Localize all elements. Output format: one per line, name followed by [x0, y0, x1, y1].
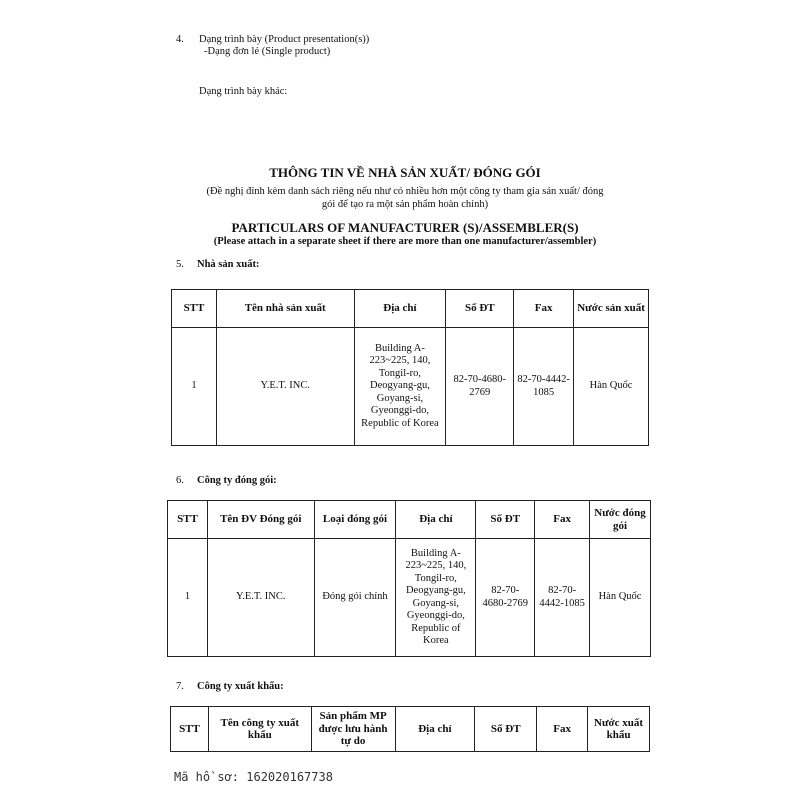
- section6-number: 6.: [176, 475, 184, 486]
- vn-note-line2: gói để tạo ra một sản phẩm hoàn chỉnh): [321, 199, 489, 210]
- section5-number: 5.: [176, 259, 184, 270]
- cell-name: Y.E.T. INC.: [207, 539, 314, 657]
- cell-fax: 82-70-4442-1085: [514, 328, 574, 446]
- table-row: [172, 328, 649, 446]
- header-country: Nước đóng gói: [590, 501, 651, 539]
- exporter-table: [170, 706, 650, 752]
- cell-country: Hàn Quốc: [590, 539, 651, 657]
- section4-other-presentation: Dạng trình bày khác:: [199, 86, 288, 97]
- header-country: Nước xuất khẩu: [588, 707, 650, 752]
- header-fax: Fax: [535, 501, 590, 539]
- cell-package-type: Đóng gói chính: [314, 539, 396, 657]
- header-stt: STT: [168, 501, 208, 539]
- table-row: [168, 539, 651, 657]
- header-phone: Số ĐT: [446, 290, 514, 328]
- section7-title: Công ty xuất khẩu:: [197, 681, 284, 692]
- header-stt: STT: [171, 707, 209, 752]
- en-note: (Please attach in a separate sheet if there are more than one manufacturer/assembler): [213, 236, 597, 247]
- cell-stt: 1: [172, 328, 217, 446]
- header-exporter-name: Tên công ty xuất khẩu: [208, 707, 311, 752]
- header-address: Địa chỉ: [396, 501, 476, 539]
- section6-title: Công ty đóng gói:: [197, 475, 277, 486]
- section5-title: Nhà sản xuất:: [197, 259, 260, 270]
- header-manufacturer-name: Tên nhà sản xuất: [216, 290, 354, 328]
- manufacturer-table: [171, 289, 649, 446]
- section4-single-product: -Dạng đơn lẻ (Single product): [204, 46, 331, 57]
- cell-phone: 82-70-4680-2769: [476, 539, 535, 657]
- section7-number: 7.: [176, 681, 184, 692]
- cell-address: Building A-223~225, 140, Tongil-ro, Deogyang-gu, Goyang-si, Gyeonggi-do, Republic of Korea: [354, 328, 446, 446]
- section4-number: 4.: [176, 34, 184, 45]
- header-fax: Fax: [537, 707, 588, 752]
- vn-note-line1: (Đề nghị đính kèm danh sách riêng nếu như có nhiều hơn một công ty tham gia sản xuất/ đóng: [206, 186, 604, 197]
- header-assembler-name: Tên ĐV Đóng gói: [207, 501, 314, 539]
- vn-title: THÔNG TIN VỀ NHÀ SẢN XUẤT/ ĐÓNG GÓI: [269, 165, 541, 180]
- section4-title: Dạng trình bày (Product presentation(s)): [199, 34, 370, 45]
- header-fax: Fax: [514, 290, 574, 328]
- header-stt: STT: [172, 290, 217, 328]
- header-phone: Số ĐT: [476, 501, 535, 539]
- cell-country: Hàn Quốc: [574, 328, 649, 446]
- header-address: Địa chỉ: [395, 707, 475, 752]
- header-country: Nước sản xuất: [574, 290, 649, 328]
- cell-address: Building A-223~225, 140, Tongil-ro, Deogyang-gu, Goyang-si, Gyeonggi-do, Republic of Korea: [396, 539, 476, 657]
- assembler-table: [167, 500, 651, 657]
- header-address: Địa chỉ: [354, 290, 446, 328]
- cell-name: Y.E.T. INC.: [216, 328, 354, 446]
- cell-stt: 1: [168, 539, 208, 657]
- header-free-sale-product: Sản phẩm MP được lưu hành tự do: [311, 707, 395, 752]
- cell-fax: 82-70-4442-1085: [535, 539, 590, 657]
- file-code: Mã hồ sơ: 162020167738: [174, 770, 333, 784]
- header-phone: Số ĐT: [475, 707, 537, 752]
- cell-phone: 82-70-4680-2769: [446, 328, 514, 446]
- header-package-type: Loại đóng gói: [314, 501, 396, 539]
- en-title: PARTICULARS OF MANUFACTURER (S)/ASSEMBLER(S): [231, 220, 579, 235]
